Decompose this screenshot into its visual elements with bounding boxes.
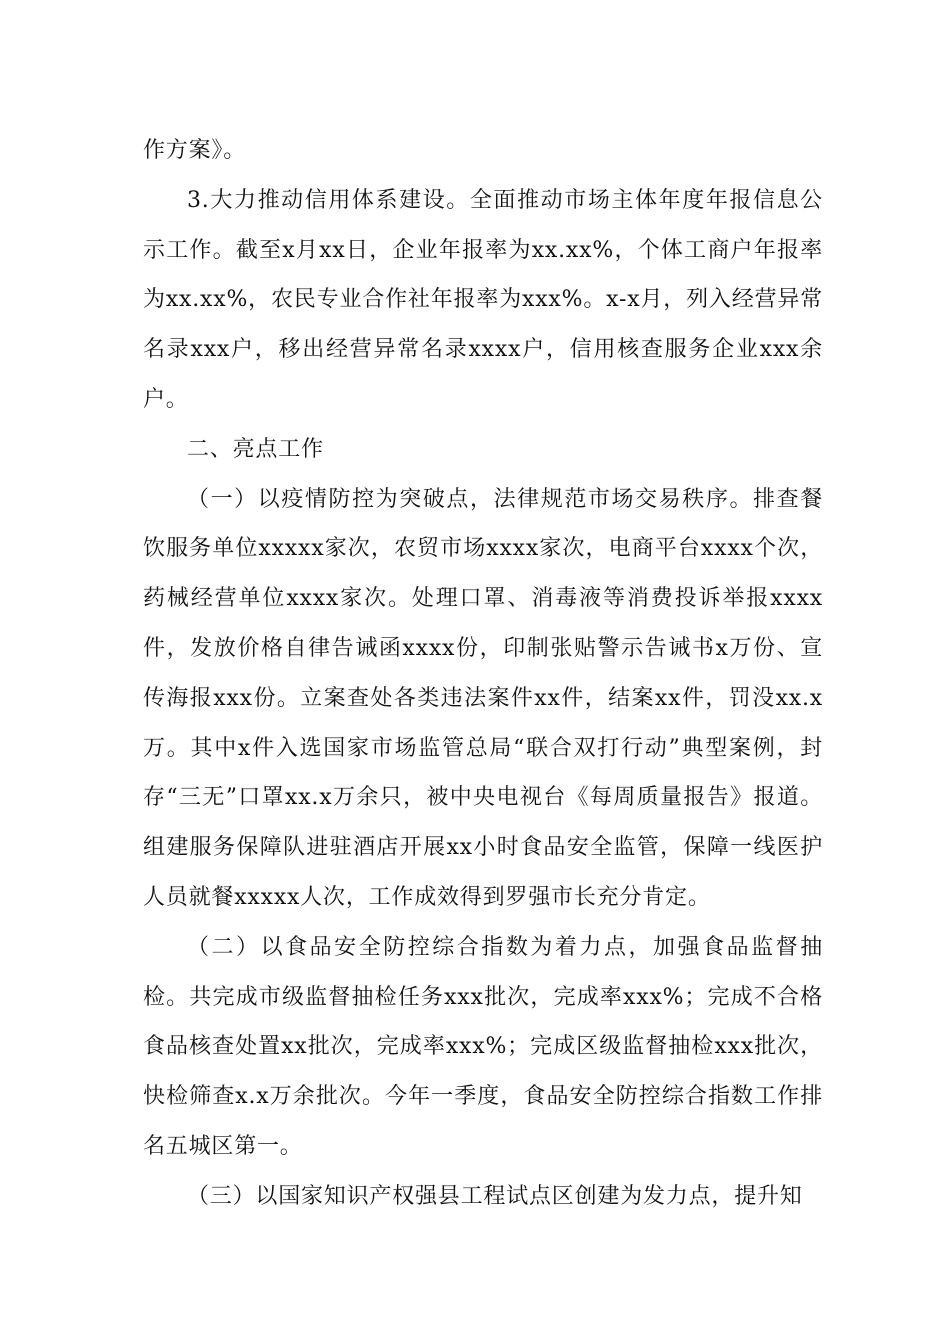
paragraph-food-safety: （二）以食品安全防控综合指数为着力点，加强食品监督抽检。共完成市级监督抽检任务xxx批次，完成率xxx%；完成不合格食品核查处置xx批次，完成率xxx%；完成区级监督抽检xxx批次，快检筛查x.x万余批次。今年一季度，食品安全防控综合指数工作排名五城区第一。 bbox=[143, 934, 823, 1159]
section-heading-highlights: 二、亮点工作 bbox=[187, 436, 324, 462]
paragraph-credit-system: 3.大力推动信用体系建设。全面推动市场主体年度年报信息公示工作。截至x月xx日，企业年报率为xx.xx%，个体工商户年报率为xx.xx%，农民专业合作社年报率为xxx%。x-x月，列入经营异常名录xxx户，移出经营异常名录xxxx户，信用核查服务企业xxx余户。 bbox=[143, 187, 823, 412]
paragraph-ip-pilot: （三）以国家知识产权强县工程试点区创建为发力点，提升知 bbox=[187, 1183, 803, 1209]
paragraph-epidemic-control: （一）以疫情防控为突破点，法律规范市场交易秩序。排查餐饮服务单位xxxxx家次，农贸市场xxxx家次，电商平台xxxx个次，药械经营单位xxxx家次。处理口罩、消毒液等消费投诉举报xxxx件，发放价格自律告诫函xxxx份，印制张贴警示告诫书x万份、宣传海报xxx份。立案查处各类违法案件xx件，结案xx件，罚没xx.x万。其中x件入选国家市场监管总局“联合双打行动”典型案例，封存“三无”口罩xx.x万余只，被中央电视台《每周质量报告》报道。组建服务保障队进驻酒店开展xx小时食品安全监管，保障一线医护人员就餐xxxxx人次，工作成效得到罗强市长充分肯定。 bbox=[143, 486, 823, 910]
document-body bbox=[143, 126, 823, 1222]
paragraph-continuation: 作方案》。 bbox=[143, 138, 247, 163]
